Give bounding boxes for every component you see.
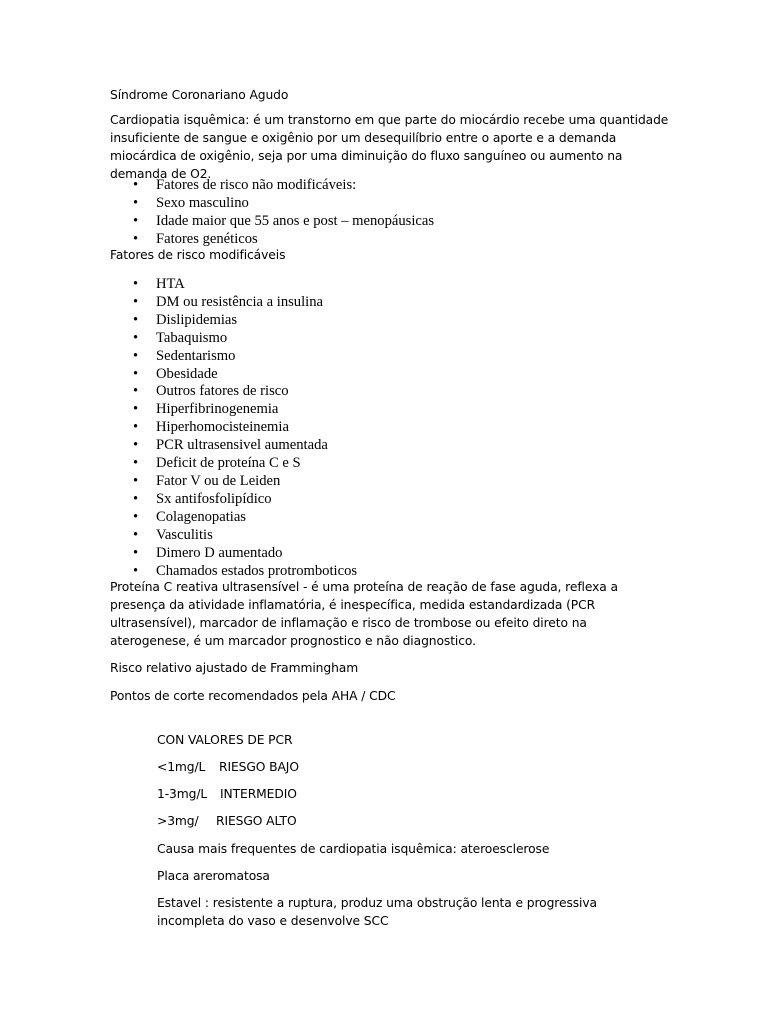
list-item: • Fatores genéticos <box>133 230 258 247</box>
list-item: • Sexo masculino <box>133 194 249 211</box>
bullet-icon: • <box>133 455 139 472</box>
bullet-icon: • <box>133 329 139 346</box>
bullet-icon: • <box>133 490 139 507</box>
bullet-icon: • <box>133 526 139 543</box>
placa-line: Placa areromatosa <box>157 869 270 883</box>
estavel-paragraph: Estavel : resistente a ruptura, produz uma obstrução lenta e progressiva incompleta do vaso e desenvolve SCC <box>157 896 597 928</box>
modifiable-risk-list <box>110 276 357 580</box>
bullet-icon: • <box>133 347 139 364</box>
list-item: • Obesidade <box>133 365 218 382</box>
list-item: • Fatores de risco não modificáveis: <box>133 177 357 193</box>
list-item: • Sedentarismo <box>133 347 236 364</box>
list-item: • Hiperfibrinogenemia <box>133 401 279 418</box>
list-item: • HTA <box>133 276 185 292</box>
document-title: Síndrome Coronariano Agudo <box>110 88 289 102</box>
list-item: • Idade maior que 55 anos e post – menopáusicas <box>133 212 435 229</box>
list-item: • Sx antifosfolipídico <box>133 490 272 507</box>
list-item: • Tabaquismo <box>133 329 228 346</box>
list-item: • Dislipidemias <box>133 311 238 328</box>
bullet-icon: • <box>133 311 139 328</box>
bullet-icon: • <box>133 419 139 436</box>
bullet-icon: • <box>133 276 139 292</box>
pcr-row: >3mg/ RIESGO ALTO <box>157 814 297 828</box>
cutoff-line: Pontos de corte recomendados pela AHA / CDC <box>110 689 396 703</box>
bullet-icon: • <box>133 194 139 211</box>
framingham-line: Risco relativo ajustado de Frammingham <box>110 661 359 675</box>
list-item: • Dimero D aumentado <box>133 544 283 561</box>
list-item: • Fator V ou de Leiden <box>133 472 281 489</box>
list-item: • DM ou resistência a insulina <box>133 293 323 310</box>
bullet-icon: • <box>133 365 139 382</box>
list-item: • Colagenopatias <box>133 508 246 525</box>
bullet-icon: • <box>133 544 139 561</box>
non-modifiable-risk-list <box>110 177 434 249</box>
bullet-icon: • <box>133 230 139 247</box>
bullet-icon: • <box>133 212 139 229</box>
bullet-icon: • <box>133 437 139 454</box>
pcr-paragraph: Proteína C reativa ultrasensível - é uma proteína de reação de fase aguda, reflexa a presença da atividade inflamatória, é inespecífica, medida estandardizada (PCR ultrasensível), marcador de inflamação e risco de trombose ou efeito direto na aterogenese, é um marcador prognostico e não diagnostico. <box>110 580 618 648</box>
bullet-icon: • <box>133 562 139 579</box>
list-item: • Vasculitis <box>133 526 213 543</box>
pcr-table-heading: CON VALORES DE PCR <box>157 733 293 747</box>
list-item: • Hiperhomocisteinemia <box>133 419 289 436</box>
bullet-icon: • <box>133 508 139 525</box>
causa-line: Causa mais frequentes de cardiopatia isquêmica: ateroesclerose <box>157 842 550 856</box>
pcr-row: <1mg/L RIESGO BAJO <box>157 760 299 774</box>
bullet-icon: • <box>133 293 139 310</box>
pcr-row: 1-3mg/L INTERMEDIO <box>157 787 297 801</box>
bullet-icon: • <box>133 177 139 193</box>
list-item: • Chamados estados protromboticos <box>133 562 358 579</box>
list-item: • Outros fatores de risco <box>133 383 289 400</box>
bullet-icon: • <box>133 472 139 489</box>
modifiable-heading: Fatores de risco modificáveis <box>110 248 286 262</box>
list-item: • PCR ultrasensivel aumentada <box>133 437 328 454</box>
bullet-icon: • <box>133 401 139 418</box>
bullet-icon: • <box>133 383 139 400</box>
list-item: • Deficit de proteína C e S <box>133 455 301 472</box>
intro-paragraph: Cardiopatia isquêmica: é um transtorno em que parte do miocárdio recebe uma quantidade insuficiente de sangue e oxigênio por um desequilíbrio entre o aporte e a demanda miocárdica de oxigênio, seja por uma diminuição do fluxo sanguíneo ou aumento na demanda de O2. <box>110 113 669 181</box>
